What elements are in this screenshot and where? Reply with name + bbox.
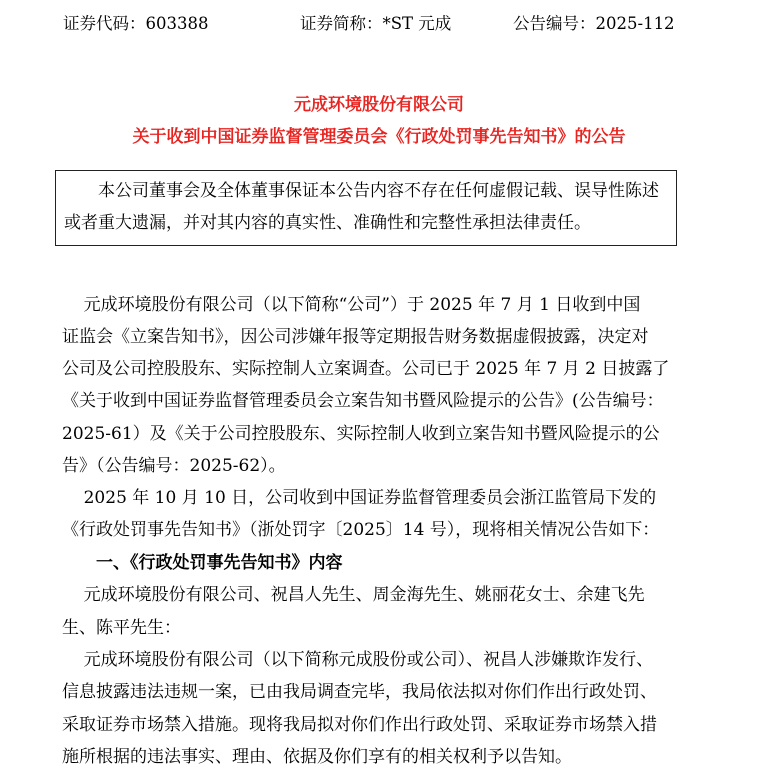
board-statement-box	[55, 170, 677, 246]
stock-abbreviation: 证券简称：*ST 元成	[300, 14, 452, 33]
announcement-number: 公告编号：2025-112	[513, 14, 675, 33]
board-statement-line: 本公司董事会及全体董事保证本公告内容不存在任何虚假记载、误导性陈述	[98, 181, 659, 201]
paragraph-line: 2025 年 10 月 10 日，公司收到中国证券监督管理委员会浙江监管局下发的	[62, 488, 657, 508]
paragraph-line: 2025-61）及《关于公司控股股东、实际控制人收到立案告知书暨风险提示的公	[62, 424, 660, 444]
paragraph-line: 告》（公告编号：2025-62）。	[62, 456, 286, 476]
paragraph-line: 元成环境股份有限公司、祝昌人先生、周金海先生、姚丽花女士、余建飞先	[62, 585, 645, 605]
section-heading: 一、《行政处罚事先告知书》内容	[96, 553, 343, 573]
stock-code: 证券代码：603388	[63, 14, 209, 33]
announcement-title: 关于收到中国证券监督管理委员会《行政处罚事先告知书》的公告	[132, 127, 626, 147]
paragraph-line: 公司及公司控股股东、实际控制人立案调查。公司已于 2025 年 7 月 2 日披露了	[62, 359, 670, 379]
paragraph-line: 《关于收到中国证券监督管理委员会立案告知书暨风险提示的公告》(公告编号：	[62, 391, 664, 411]
paragraph-line: 元成环境股份有限公司（以下简称元成股份或公司）、祝昌人涉嫌欺诈发行、	[62, 650, 654, 670]
board-statement-line: 或者重大遗漏，并对其内容的真实性、准确性和完整性承担法律责任。	[64, 213, 591, 233]
paragraph-line: 采取证券市场禁入措施。现将我局拟对你们作出行政处罚、采取证券市场禁入措	[62, 715, 657, 735]
paragraph-line: 元成环境股份有限公司（以下简称“公司”）于 2025 年 7 月 1 日收到中国	[62, 295, 641, 315]
company-title: 元成环境股份有限公司	[294, 95, 464, 115]
document-header	[0, 10, 758, 36]
paragraph-line: 证监会《立案告知书》，因公司涉嫌年报等定期报告财务数据虚假披露，决定对	[62, 327, 649, 347]
paragraph-line: 《行政处罚事先告知书》（浙处罚字〔2025〕14 号），现将相关情况公告如下：	[62, 520, 660, 540]
paragraph-line: 生、陈平先生：	[62, 618, 181, 638]
paragraph-line: 施所根据的违法事实、理由、依据及你们享有的相关权利予以告知。	[62, 747, 572, 767]
paragraph-line: 信息披露违法违规一案，已由我局调查完毕，我局依法拟对你们作出行政处罚、	[62, 682, 657, 702]
